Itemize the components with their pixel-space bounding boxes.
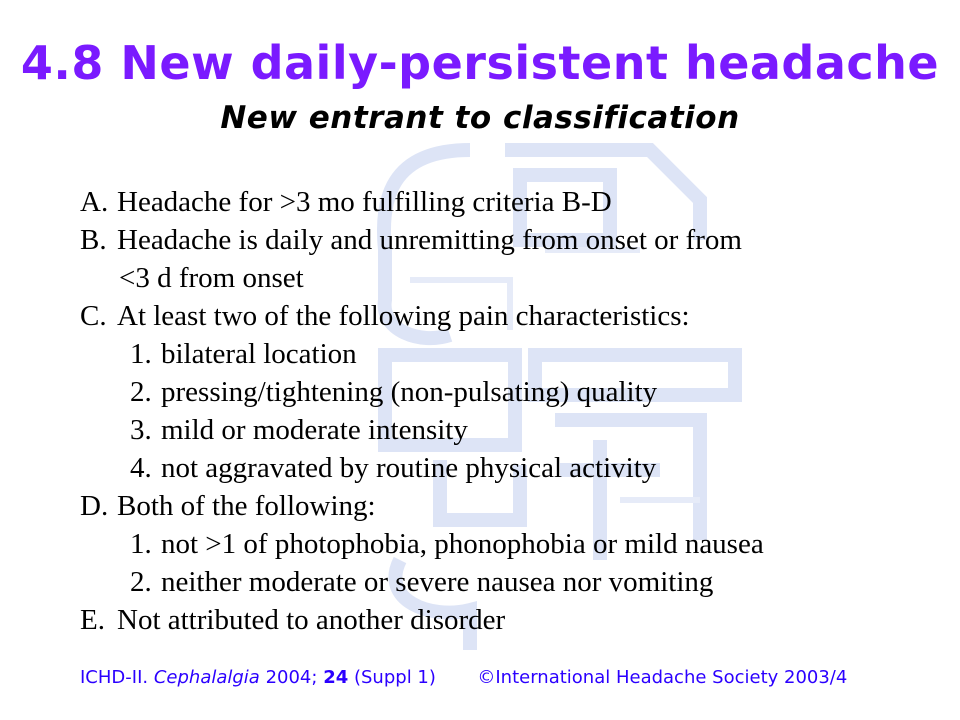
sub-criterion-marker: 1. — [130, 528, 152, 560]
criterion-text: At least two of the following pain characteristics: — [117, 300, 690, 332]
footer-volume: 24 — [323, 667, 349, 688]
criteria-list — [80, 183, 940, 639]
criterion-marker: B. — [80, 224, 107, 256]
criterion-marker: A. — [80, 186, 109, 218]
sub-criterion-text: bilateral location — [161, 338, 357, 370]
criterion-text: Headache for >3 mo fulfilling criteria B-D — [117, 186, 612, 218]
criterion-b-continuation — [80, 259, 940, 297]
criterion-text: Not attributed to another disorder — [117, 604, 506, 636]
sub-criterion-marker: 2. — [130, 566, 152, 598]
criterion-d — [80, 487, 940, 525]
footer-supplement: (Suppl 1) — [353, 667, 436, 688]
sub-criterion-text: not aggravated by routine physical activity — [161, 452, 657, 484]
footer-source: ICHD-II. — [80, 667, 149, 688]
criterion-a — [80, 183, 940, 221]
footer-copyright: ©International Headache Society 2003/4 — [477, 667, 848, 688]
criterion-text: Both of the following: — [117, 490, 376, 522]
criterion-b — [80, 221, 940, 259]
citation-footer — [80, 667, 940, 688]
sub-criterion-text: pressing/tightening (non-pulsating) quality — [161, 376, 658, 408]
sub-criterion-d1 — [80, 525, 940, 563]
sub-criterion-marker: 4. — [130, 452, 152, 484]
slide-title: 4.8 New daily-persistent headache — [20, 36, 940, 90]
sub-criterion-text: not >1 of photophobia, phonophobia or mild nausea — [161, 528, 764, 560]
criterion-marker: E. — [80, 604, 105, 636]
slide-subtitle: New entrant to classification — [220, 100, 740, 136]
sub-criterion-marker: 1. — [130, 338, 152, 370]
footer-year: 2004; — [265, 667, 318, 688]
sub-criterion-text: mild or moderate intensity — [161, 414, 468, 446]
criterion-e — [80, 601, 940, 639]
sub-criterion-c2 — [80, 373, 940, 411]
sub-criterion-c3 — [80, 411, 940, 449]
sub-criterion-text: neither moderate or severe nausea nor vomiting — [161, 566, 714, 598]
criterion-text: <3 d from onset — [119, 262, 304, 294]
sub-criterion-marker: 3. — [130, 414, 152, 446]
sub-criterion-c4 — [80, 449, 940, 487]
criterion-marker: D. — [80, 490, 109, 522]
criterion-c — [80, 297, 940, 335]
sub-criterion-d2 — [80, 563, 940, 601]
footer-journal: Cephalalgia — [153, 667, 260, 688]
criterion-marker: C. — [80, 300, 107, 332]
sub-criterion-marker: 2. — [130, 376, 152, 408]
sub-criterion-c1 — [80, 335, 940, 373]
criterion-text: Headache is daily and unremitting from onset or from — [117, 224, 742, 256]
